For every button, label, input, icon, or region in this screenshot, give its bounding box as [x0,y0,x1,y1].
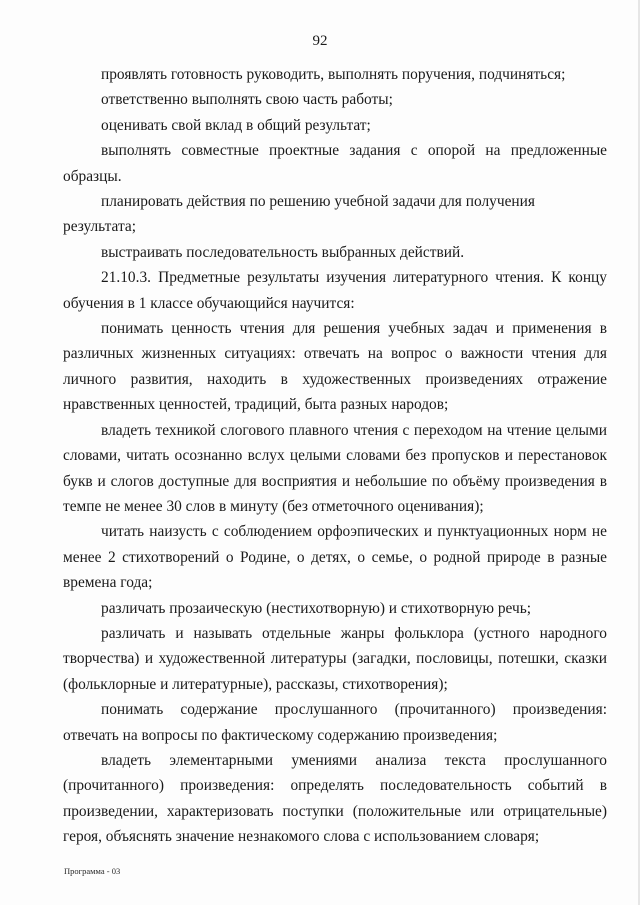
paragraph: планировать действия по решению учебной задачи для получения результата; [63,193,535,236]
page-number: 92 [312,33,328,49]
paragraph: понимать ценность чтения для решения учебных задач и применения в различных жизненных ситуациях: отвечать на вопрос о важности чтения для личного развития, находить в художественных произведениях отражение нравственных ценностей, традиций, быта разных народов; [63,320,607,414]
paragraph: понимать содержание прослушанного (прочитанного) произведения: отвечать на вопросы по фактическому содержанию произведения; [63,701,607,744]
paragraph: различать прозаическую (нестихотворную) и стихотворную речь; [101,599,532,617]
paragraph: владеть элементарными умениями анализа текста прослушанного (прочитанного) произведения: определять последовательность событий в произведении, характеризовать поступки (положительные или отрицательные) героя, объяснять значение незнакомого слова с использованием словаря; [63,751,607,846]
paragraph: 21.10.3. Предметные результаты изучения литературного чтения. К концу обучения в 1 классе обучающийся научится: [63,269,607,312]
body-text [63,62,607,850]
paragraph: оценивать свой вклад в общий результат; [101,116,371,134]
paragraph: выполнять совместные проектные задания с опорой на предложенные образцы. [63,142,607,185]
paragraph: ответственно выполнять свою часть работы; [101,91,393,109]
paragraph: различать и называть отдельные жанры фольклора (устного народного творчества) и художественной литературы (загадки, пословицы, потешки, сказки (фольклорные и литературные), рассказы, стихотворения); [63,624,607,693]
paragraph: читать наизусть с соблюдением орфоэпических и пунктуационных норм не менее 2 стихотворений о Родине, о детях, о семье, о родной природе в разные времена года; [63,523,607,592]
paragraph: проявлять готовность руководить, выполнять поручения, подчиняться; [101,66,566,83]
paragraph: владеть техникой слогового плавного чтения с переходом на чтение целыми словами, читать осознанно вслух целыми словами без пропусков и перестановок букв и слогов доступные для восприятия и небольшие по объёму произведения в темпе не менее 30 слов в минуту (без отметочного оценивания); [63,421,607,515]
paragraph: выстраивать последовательность выбранных действий. [101,243,465,261]
footer-label: Программа - 03 [64,866,121,876]
